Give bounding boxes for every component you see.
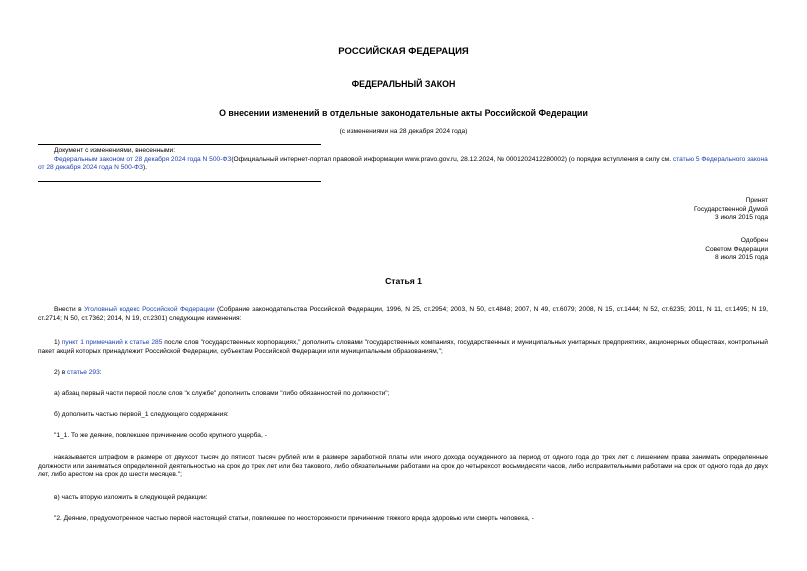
paragraph-penalty: наказывается штрафом в размере от двухсот тысяч до пятисот тысяч рублей или в размере заработной платы или иного дохода осужденного за период от одного года до трех лет с лишением права занимать определенные должности или заниматься определенной деятельностью на срок до трех лет или без такового, либо обязательными работами на срок до четырехсот восьмидесяти часов, либо исправительными работами на срок от одного года до двух лет, либо арестом на срок до шести месяцев."; [38,454,768,479]
changes-body [38,156,770,173]
para-text: (Собрание законодательства Российской Федерации, 1996, N 25, ст.2954; 2003, N 50, ст.4848; 2007, N 49, ст.6079; 2008, N 15, ст.1444; N 52, ст.6235; 2011, N 11, ст.1495; N 19, ст.2714; N 50, ст.7362; 2014, N 19, ст.2301) следующие изменения: [38,306,768,322]
paragraph-item-2b: б) дополнить частью первой_1 следующего содержания: [54,411,229,418]
paragraph-item-1 [38,339,768,356]
para-text: Внести в [54,306,85,313]
document-title: О внесении изменений в отдельные законодательные акты Российской Федерации [219,108,588,118]
duma-date: 3 июля 2015 года [714,214,768,222]
law-type-heading: ФЕДЕРАЛЬНЫЙ ЗАКОН [351,79,456,89]
changes-intro: Документ с изменениями, внесенными: [54,147,176,154]
criminal-code-link[interactable]: Уголовный кодекс Российской Федерации [84,306,215,313]
divider-top [38,144,321,145]
divider-bottom [38,181,321,182]
adoption-council [568,237,768,263]
council-label: Советом Федерации [705,245,768,253]
country-heading: РОССИЙСКАЯ ФЕДЕРАЦИЯ [338,46,469,57]
duma-label: Государственной Думой [694,205,768,213]
article-293-link[interactable]: статье 293 [67,369,100,376]
article-5-link[interactable]: статью 5 Федерального закона от 28 декабря 2024 года N 500-ФЗ [38,155,768,172]
paragraph-quote-2: "2. Деяние, предусмотренное частью первой настоящей статьи, повлекшее по неосторожности причинение тяжкого вреда здоровью или смерть человека, - [54,515,534,522]
para-text: после слов "государственных корпорациях," дополнить словами "государственных компаниях, государственных и муниципальных унитарных предприятиях, акционерных обществах, контрольный пакет акций которых принадлежит Российской Федерации, субъектам Российской Федерации или муниципальным образованиям,"; [38,339,768,355]
changes-text: (Официальный интернет-портал правовой информации www.pravo.gov.ru, 28.12.2024, № 0001202412280002) (о порядке вступления в силу см. [231,155,672,163]
changes-note [38,147,770,173]
article-heading: Статья 1 [385,276,422,286]
edition-note: (с изменениями на 28 декабря 2024 года) [339,128,468,135]
para-text: : [99,369,102,376]
accepted-label: Принят [745,197,768,204]
changes-text-end: ). [142,164,147,172]
paragraph-item-2 [38,369,768,378]
article-285-link[interactable]: пункт 1 примечаний к статье 285 [61,339,163,346]
amending-law-link[interactable]: Федеральным законом от 28 декабря 2024 года N 500-ФЗ [54,155,232,163]
approved-label: Одобрен [740,237,768,244]
para-text: 2) в [54,369,68,376]
paragraph-quote-1-1: "1_1. То же деяние, повлекшее причинение особо крупного ущерба, - [54,432,267,439]
adoption-duma [568,197,768,223]
paragraph-intro [38,306,768,323]
paragraph-item-2a: а) абзац первый части первой после слов "к службе" дополнить словами "либо обязанностей по должности"; [54,390,390,397]
item-number: 1) [54,339,62,346]
paragraph-item-2v: в) часть вторую изложить в следующей редакции: [54,494,208,501]
council-date: 8 июля 2015 года [714,254,768,262]
